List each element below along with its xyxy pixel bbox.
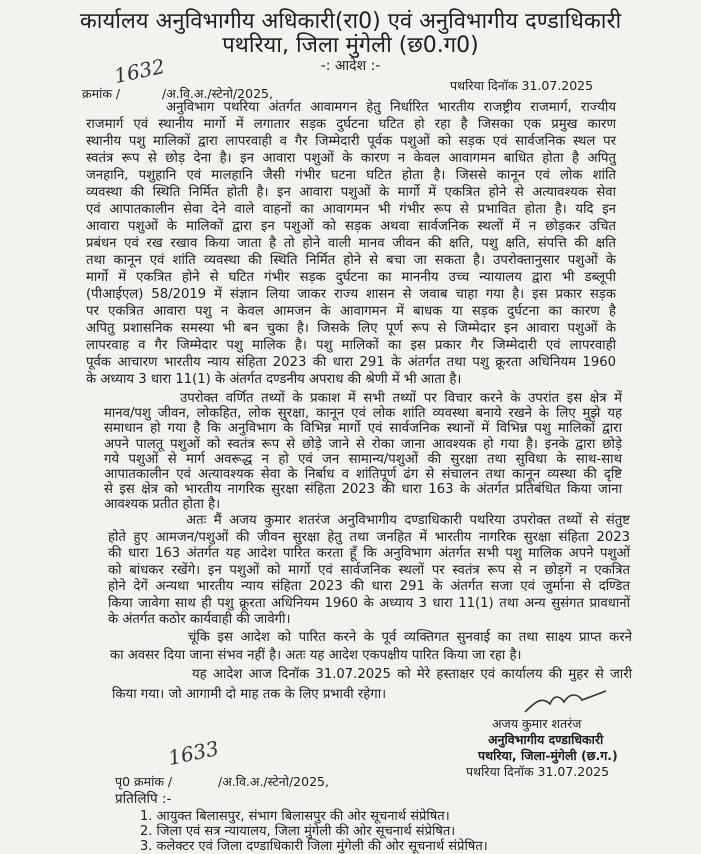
paragraph-line: स्वतंत्र रूप से छोड़ देना है। इन आवारा पशुओं के कारण न केवल आवागमन बाधित होता है अपितु bbox=[86, 151, 616, 166]
paragraph-line: तथा कानून एवं शांति व्यवस्था की स्थिति निर्मित होने से बचा जा सकता है। उपरोक्तानुसार पशुओं के bbox=[86, 253, 616, 268]
paragraph-line: होते हुए आमजन/पशुओं की जीवन सुरक्षा हेतु तथा जनहित में भारतीय नागरिक सुरक्षा संहिता 2023 bbox=[108, 529, 630, 545]
paragraph bbox=[108, 513, 630, 629]
paragraph-line: यह आदेश आज दिनॉक 31.07.2025 को मेरे हस्ताक्षर एवं कार्यालय की मुहर से जारी bbox=[192, 667, 632, 682]
paragraph-line: लापरवाह व गैर जिम्मेदार पशु मालिक है। पशु मालिकों का इस प्रकार गैर जिम्मेदारी एवं लापरवाही bbox=[86, 338, 616, 353]
paragraph-line: आवारा पशुओं के मालिकों द्वारा इन पशुओं को सड़क अथवा सार्वजनिक स्थलों में न छोड़कर उचित bbox=[86, 219, 616, 234]
paragraph-line: प्रबंधन एवं रख रखाव किया जाता है तो होने वाली मानव जीवन की क्षति, पशु क्षति, संपत्ति की क्षति bbox=[86, 236, 616, 251]
handwritten-endorsement-number: 1633 bbox=[166, 735, 221, 771]
paragraph-line: किया गया। जो आगामी दो माह तक के लिए प्रभावी रहेगा। bbox=[112, 687, 387, 702]
paragraph-line: पूर्वक आचारण भारतीय न्याय संहिता 2023 की धारा 291 के अंतर्गत तथा पशु क्रूरता अधिनियम 1960 bbox=[86, 355, 616, 370]
paragraph-line: आवश्यक प्रतीत होता है। bbox=[104, 497, 221, 513]
handwritten-order-number: 1632 bbox=[112, 53, 167, 89]
paragraph-line: पर एकत्रित आवारा पशु न केवल आमजन के आवागमन में बाधक या सड़क दुर्घटना का कारण है bbox=[86, 304, 616, 319]
paragraph-line: के अध्याय 3 धारा 11(1) के अंतर्गत दण्डनीय अपराध की श्रेणी में भी आता है। bbox=[86, 372, 462, 387]
paragraph-line: व्यवस्था की स्थिति निर्मित होती है। इन आवारा पशुओं के मार्गो में एकत्रित होने से अत्यावश्यक सेवा bbox=[86, 185, 616, 200]
paragraph-line: (पीआईएल) 58/2019 में संज्ञान लिया जाकर राज्य शासन से जवाब चाहा गया है। इस प्रकार सड़क bbox=[86, 287, 616, 302]
paragraph-line: आपातकालीन एवं अत्यावश्यक सेवा के निर्बाध व शांतिपूर्ण ढंग से संचालन तथा कानून व्यस्था की दृष्टि bbox=[104, 466, 622, 482]
signatory-office: पथरिया, जिला-मुंगेली (छ.ग.) bbox=[478, 748, 618, 763]
copy-item: 1. आयुक्त बिलासपुर, संभाग बिलासपुर की ओर सूचनार्थ संप्रेषित। bbox=[140, 809, 450, 824]
paragraph-line: जनहानि, पशुहानि एवं मालहानि जैसी गंभीर घटना घटित होता है। जिससे कानून एवं लोक शांति bbox=[86, 168, 616, 183]
signature-mark bbox=[520, 690, 610, 714]
copy-item: 2. जिला एवं सत्र न्यायालय, जिला मुंगेली की ओर सूचनार्थ संप्रेषित। bbox=[140, 824, 456, 839]
reference-place-date: पथरिया दिनॉक 31.07.2025 bbox=[450, 78, 594, 93]
copy-item: 3. कलेक्टर एवं जिला दण्डाधिकारी जिला मुंगेली की ओर सूचनार्थ संप्रेषित। bbox=[140, 839, 488, 854]
reference-suffix: /अ.वि.अ./स्टेनो/2025, bbox=[162, 86, 273, 101]
order-heading: -: आदेश :- bbox=[320, 58, 381, 74]
paragraph-line: उपरोक्त वर्णित तथ्यों के प्रकाश में सभी तथ्यों पर विचार करने के उपरांत इस क्षेत्र में bbox=[180, 391, 622, 406]
signatory-name: अजय कुमार शतरंज bbox=[492, 716, 582, 731]
copy-heading: प्रतिलिपि :- bbox=[115, 791, 172, 807]
paragraph-line: अपने पालतू पशुओं को स्वतंत्र रूप से छोड़े जाने से रोका जाना आवश्यक हो गया है। इनके द्वारा छोड़े bbox=[104, 436, 622, 452]
paragraph-line: मार्गो में एकत्रित होने से घटित गंभीर सड़क दुर्घटना का माननीय उच्च न्यायालय द्वारा भी डब्लूपी bbox=[86, 270, 616, 285]
reference-label: क्रमांक / bbox=[82, 86, 121, 101]
paragraph-line: होने देगें अन्यथा भारतीय न्याय संहिता 2023 की धारा 291 के अंतर्गत सजा एवं जुर्माना से दण्डित bbox=[108, 579, 630, 594]
paragraph-line: मानव/पशु जीवन, लोकहित, लोक सुरक्षा, कानून एवं लोक शांति व्यवस्था बनाये रखने के लिए मुझे यह bbox=[104, 406, 622, 422]
paragraph-line: किया जावेगा साथ ही पशु क्रूरता अधिनियम 1960 के अध्याय 3 धारा 11(1) तथा अन्य सुसंगत प्रावधानों bbox=[108, 595, 630, 611]
paragraph bbox=[104, 391, 622, 513]
paragraph bbox=[110, 629, 632, 665]
paragraph-line: अतः मैं अजय कुमार शतरंज अनुविभागीय दण्डाधिकारी पथरिया उपरोक्त तथ्यों से संतुष्ट bbox=[186, 513, 630, 528]
paragraph-line: एवं आपातकालीन सेवा देने वाले वाहनों का आवागमन भी गंभीर रूप से प्रभावित होता है। यदि इन bbox=[86, 202, 616, 217]
paragraph-line: से इस क्षेत्र को भारतीय नागरिक सुरक्षा संहिता 2023 की धारा 163 के अंतर्गत प्रतिबंधित किया जाना bbox=[104, 482, 622, 498]
paragraph-line: की धारा 163 अंतर्गत यह आदेश पारित करता हूँ कि अनुविभाग अंतर्गत सभी पशु मालिक अपने पशुओं bbox=[108, 546, 630, 561]
signature-place-date: पथरिया दिनॉक 31.07.2025 bbox=[466, 764, 610, 779]
endorsement-label: पृ0 क्रमांक / bbox=[115, 774, 173, 789]
signatory-designation: अनुविभागीय दण्डाधिकारी bbox=[488, 732, 604, 747]
paragraph-line: गये पशुओं से मार्ग अवरूद्ध न हो एवं जन सामान्य/पशुओं की सुरक्षा तथा सुविधा के साथ-साथ bbox=[104, 451, 622, 467]
paragraph-line: अनुविभाग पथरिया अंतर्गत आवामगन हेतु निर्धारित भारतीय राजष्ट्रीय राजमार्ग, राज्यीय bbox=[166, 100, 616, 115]
paragraph-line: चूंकि इस आदेश को पारित करने के पूर्व व्यक्तिगत सुनवाई का तथा साक्ष्य प्राप्त करने bbox=[188, 630, 632, 645]
paragraph-line: को बांधकर रखेंगे। इन पशुओं को मार्गो एवं सार्वजनिक स्थलों पर स्वतंत्र रूप से न छोड़गें न एकत्रित bbox=[108, 562, 630, 578]
office-location: पथरिया, जिला मुंगेली (छ0.ग0) bbox=[222, 33, 479, 58]
paragraph-line: स्थानीय पशु मालिकों द्वारा लापरवाही व गैर जिम्मेदारी पूर्वक पशुओं को सड़क एवं सार्वजनिक स्थल पर bbox=[86, 134, 616, 149]
paragraph-line: का अवसर दिया जाना संभव नहीं है। अतः यह आदेश एकपक्षीय पारित किया जा रहा है। bbox=[110, 648, 522, 663]
paragraph-line: समाधान हो गया है कि अनुविभाग के विभिन्न मार्गो एवं सार्वजनिक स्थानों में विभिन्न पशु मालिकों द्वारा bbox=[104, 421, 622, 437]
paragraph-line: अपितु प्रशासनिक समस्या भी बन चुका है। जिसके लिए पूर्ण रूप से जिम्मेदार इन आवारा पशुओं के bbox=[86, 321, 616, 336]
paragraph-line: के अंतर्गत कठोर कार्यवाही की जावेगी। bbox=[108, 612, 291, 627]
endorsement-suffix: /अ.वि.अ./स्टेनो/2025, bbox=[218, 774, 329, 789]
paragraph bbox=[86, 99, 616, 388]
office-title: कार्यालय अनुविभागीय अधिकारी(रा0) एवं अनुविभागीय दण्डाधिकारी bbox=[79, 9, 622, 34]
paragraph-line: राजमार्ग एवं स्थानीय मार्गो में लगातार सड़क दुर्घटना घटित हो रहा है जिसका एक प्रमुख कारण bbox=[86, 117, 616, 132]
